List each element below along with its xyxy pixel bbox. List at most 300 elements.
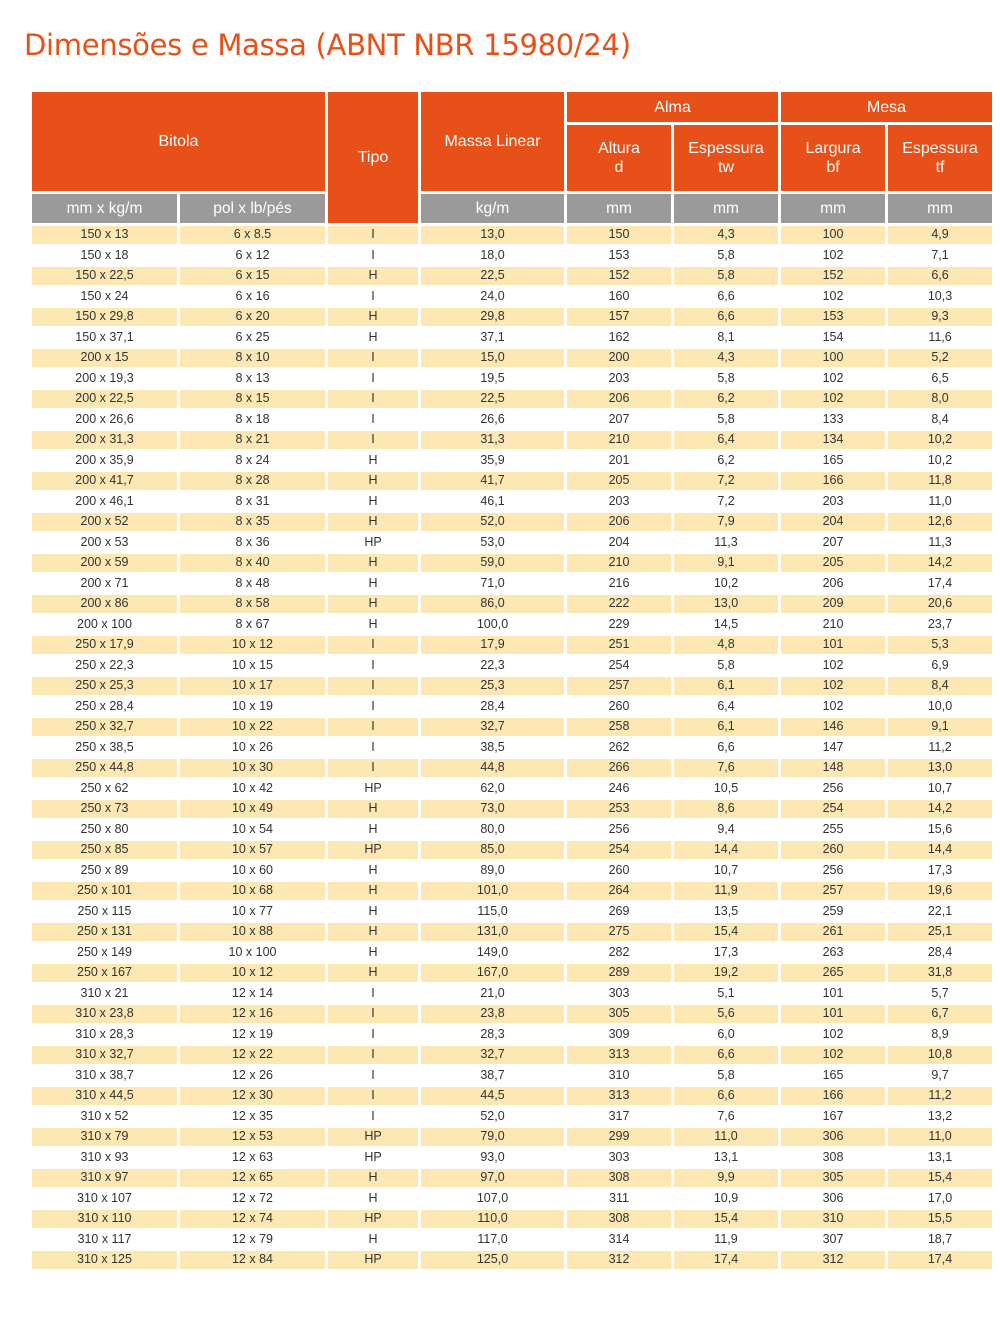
cell-espessura-mesa: 17,4 xyxy=(888,1251,992,1269)
table-row xyxy=(32,923,992,941)
table-row xyxy=(32,1251,992,1269)
cell-massa: 110,0 xyxy=(421,1210,564,1228)
cell-bitola-mm: 200 x 71 xyxy=(32,575,177,593)
cell-tipo: I xyxy=(328,677,418,695)
cell-altura: 254 xyxy=(567,657,671,675)
cell-espessura-alma: 7,6 xyxy=(674,1108,778,1126)
cell-bitola-mm: 200 x 35,9 xyxy=(32,452,177,470)
cell-bitola-mm: 310 x 44,5 xyxy=(32,1087,177,1105)
cell-espessura-alma: 7,2 xyxy=(674,472,778,490)
cell-largura: 265 xyxy=(781,964,885,982)
table-row xyxy=(32,390,992,408)
cell-bitola-mm: 200 x 52 xyxy=(32,513,177,531)
cell-bitola-mm: 150 x 24 xyxy=(32,288,177,306)
cell-espessura-mesa: 22,1 xyxy=(888,903,992,921)
header-alma: Alma xyxy=(567,92,778,122)
cell-tipo: H xyxy=(328,903,418,921)
cell-altura: 205 xyxy=(567,472,671,490)
cell-espessura-alma: 13,0 xyxy=(674,595,778,613)
table-row xyxy=(32,513,992,531)
cell-bitola-mm: 200 x 31,3 xyxy=(32,431,177,449)
cell-espessura-alma: 5,1 xyxy=(674,985,778,1003)
cell-bitola-mm: 150 x 37,1 xyxy=(32,329,177,347)
cell-bitola-pol: 10 x 60 xyxy=(180,862,325,880)
table-row xyxy=(32,1005,992,1023)
cell-largura: 102 xyxy=(781,370,885,388)
cell-bitola-mm: 310 x 110 xyxy=(32,1210,177,1228)
cell-altura: 206 xyxy=(567,513,671,531)
cell-espessura-alma: 5,8 xyxy=(674,267,778,285)
cell-tipo: H xyxy=(328,472,418,490)
table-row xyxy=(32,1067,992,1085)
cell-espessura-alma: 8,1 xyxy=(674,329,778,347)
cell-tipo: H xyxy=(328,452,418,470)
table-row xyxy=(32,698,992,716)
unit-bitola-si: mm x kg/m xyxy=(32,194,177,223)
cell-tipo: I xyxy=(328,390,418,408)
cell-bitola-pol: 12 x 84 xyxy=(180,1251,325,1269)
cell-largura: 312 xyxy=(781,1251,885,1269)
cell-espessura-alma: 5,8 xyxy=(674,247,778,265)
cell-massa: 38,5 xyxy=(421,739,564,757)
cell-bitola-mm: 310 x 38,7 xyxy=(32,1067,177,1085)
table-row xyxy=(32,1231,992,1249)
cell-tipo: I xyxy=(328,657,418,675)
cell-espessura-alma: 7,6 xyxy=(674,759,778,777)
cell-massa: 79,0 xyxy=(421,1128,564,1146)
cell-tipo: H xyxy=(328,1190,418,1208)
cell-largura: 204 xyxy=(781,513,885,531)
cell-altura: 222 xyxy=(567,595,671,613)
cell-espessura-alma: 10,9 xyxy=(674,1190,778,1208)
cell-massa: 71,0 xyxy=(421,575,564,593)
cell-bitola-pol: 10 x 49 xyxy=(180,800,325,818)
cell-espessura-mesa: 6,7 xyxy=(888,1005,992,1023)
cell-largura: 166 xyxy=(781,472,885,490)
cell-espessura-alma: 15,4 xyxy=(674,923,778,941)
cell-bitola-pol: 10 x 30 xyxy=(180,759,325,777)
cell-massa: 13,0 xyxy=(421,226,564,244)
cell-massa: 31,3 xyxy=(421,431,564,449)
cell-espessura-alma: 6,4 xyxy=(674,431,778,449)
cell-altura: 157 xyxy=(567,308,671,326)
table-row xyxy=(32,247,992,265)
cell-bitola-pol: 8 x 28 xyxy=(180,472,325,490)
cell-tipo: H xyxy=(328,944,418,962)
cell-tipo: H xyxy=(328,1231,418,1249)
cell-altura: 160 xyxy=(567,288,671,306)
cell-espessura-mesa: 12,6 xyxy=(888,513,992,531)
cell-massa: 53,0 xyxy=(421,534,564,552)
header-tipo: Tipo xyxy=(328,92,418,223)
cell-altura: 282 xyxy=(567,944,671,962)
cell-espessura-alma: 15,4 xyxy=(674,1210,778,1228)
cell-altura: 313 xyxy=(567,1087,671,1105)
cell-bitola-mm: 310 x 93 xyxy=(32,1149,177,1167)
cell-bitola-pol: 8 x 18 xyxy=(180,411,325,429)
cell-altura: 152 xyxy=(567,267,671,285)
cell-bitola-mm: 200 x 15 xyxy=(32,349,177,367)
cell-espessura-mesa: 9,7 xyxy=(888,1067,992,1085)
cell-massa: 25,3 xyxy=(421,677,564,695)
table-row xyxy=(32,452,992,470)
cell-massa: 97,0 xyxy=(421,1169,564,1187)
cell-tipo: H xyxy=(328,575,418,593)
cell-massa: 22,3 xyxy=(421,657,564,675)
cell-bitola-mm: 250 x 17,9 xyxy=(32,636,177,654)
cell-altura: 309 xyxy=(567,1026,671,1044)
cell-bitola-pol: 12 x 65 xyxy=(180,1169,325,1187)
cell-bitola-pol: 10 x 22 xyxy=(180,718,325,736)
cell-espessura-alma: 6,6 xyxy=(674,288,778,306)
table-row xyxy=(32,780,992,798)
cell-bitola-mm: 200 x 46,1 xyxy=(32,493,177,511)
cell-massa: 107,0 xyxy=(421,1190,564,1208)
cell-massa: 18,0 xyxy=(421,247,564,265)
header-espessura-mesa: Espessura tf xyxy=(888,125,992,191)
cell-bitola-pol: 10 x 54 xyxy=(180,821,325,839)
cell-largura: 146 xyxy=(781,718,885,736)
dimensions-table xyxy=(29,89,995,1272)
cell-espessura-mesa: 10,8 xyxy=(888,1046,992,1064)
cell-altura: 299 xyxy=(567,1128,671,1146)
cell-espessura-mesa: 6,6 xyxy=(888,267,992,285)
cell-bitola-mm: 250 x 22,3 xyxy=(32,657,177,675)
cell-largura: 102 xyxy=(781,698,885,716)
cell-altura: 229 xyxy=(567,616,671,634)
cell-largura: 102 xyxy=(781,1046,885,1064)
cell-espessura-alma: 13,5 xyxy=(674,903,778,921)
cell-bitola-mm: 200 x 41,7 xyxy=(32,472,177,490)
cell-bitola-mm: 250 x 89 xyxy=(32,862,177,880)
cell-tipo: I xyxy=(328,698,418,716)
table-row xyxy=(32,370,992,388)
cell-espessura-alma: 4,3 xyxy=(674,226,778,244)
cell-largura: 101 xyxy=(781,1005,885,1023)
cell-massa: 52,0 xyxy=(421,513,564,531)
cell-tipo: I xyxy=(328,247,418,265)
cell-tipo: I xyxy=(328,1005,418,1023)
cell-espessura-alma: 17,4 xyxy=(674,1251,778,1269)
cell-altura: 203 xyxy=(567,370,671,388)
cell-espessura-mesa: 13,0 xyxy=(888,759,992,777)
cell-altura: 210 xyxy=(567,431,671,449)
cell-altura: 200 xyxy=(567,349,671,367)
table-row xyxy=(32,493,992,511)
cell-bitola-pol: 10 x 19 xyxy=(180,698,325,716)
cell-espessura-mesa: 4,9 xyxy=(888,226,992,244)
cell-massa: 37,1 xyxy=(421,329,564,347)
cell-largura: 147 xyxy=(781,739,885,757)
cell-espessura-mesa: 11,0 xyxy=(888,1128,992,1146)
table-row xyxy=(32,964,992,982)
cell-bitola-pol: 6 x 20 xyxy=(180,308,325,326)
cell-bitola-mm: 200 x 100 xyxy=(32,616,177,634)
cell-largura: 152 xyxy=(781,267,885,285)
table-row xyxy=(32,472,992,490)
cell-espessura-mesa: 17,3 xyxy=(888,862,992,880)
cell-largura: 308 xyxy=(781,1149,885,1167)
table-row xyxy=(32,1149,992,1167)
cell-massa: 46,1 xyxy=(421,493,564,511)
cell-massa: 44,8 xyxy=(421,759,564,777)
cell-bitola-pol: 12 x 14 xyxy=(180,985,325,1003)
unit-massa: kg/m xyxy=(421,194,564,223)
cell-espessura-alma: 9,9 xyxy=(674,1169,778,1187)
cell-massa: 131,0 xyxy=(421,923,564,941)
cell-tipo: I xyxy=(328,370,418,388)
cell-largura: 256 xyxy=(781,862,885,880)
table-row xyxy=(32,657,992,675)
cell-bitola-mm: 250 x 73 xyxy=(32,800,177,818)
cell-espessura-mesa: 15,6 xyxy=(888,821,992,839)
cell-espessura-mesa: 11,2 xyxy=(888,1087,992,1105)
cell-largura: 307 xyxy=(781,1231,885,1249)
cell-bitola-pol: 8 x 35 xyxy=(180,513,325,531)
cell-espessura-alma: 6,6 xyxy=(674,308,778,326)
cell-largura: 210 xyxy=(781,616,885,634)
cell-largura: 100 xyxy=(781,226,885,244)
table-row xyxy=(32,431,992,449)
cell-largura: 102 xyxy=(781,390,885,408)
table-row xyxy=(32,903,992,921)
cell-espessura-mesa: 9,3 xyxy=(888,308,992,326)
cell-altura: 308 xyxy=(567,1169,671,1187)
cell-espessura-mesa: 8,9 xyxy=(888,1026,992,1044)
cell-largura: 102 xyxy=(781,247,885,265)
cell-massa: 115,0 xyxy=(421,903,564,921)
cell-massa: 125,0 xyxy=(421,1251,564,1269)
cell-espessura-alma: 17,3 xyxy=(674,944,778,962)
cell-largura: 165 xyxy=(781,452,885,470)
cell-altura: 264 xyxy=(567,882,671,900)
cell-bitola-pol: 12 x 72 xyxy=(180,1190,325,1208)
cell-bitola-mm: 310 x 23,8 xyxy=(32,1005,177,1023)
cell-tipo: I xyxy=(328,226,418,244)
unit-bitola-imperial: pol x lb/pés xyxy=(180,194,325,223)
table-row xyxy=(32,821,992,839)
cell-espessura-mesa: 13,2 xyxy=(888,1108,992,1126)
cell-tipo: HP xyxy=(328,534,418,552)
cell-bitola-pol: 8 x 36 xyxy=(180,534,325,552)
cell-massa: 85,0 xyxy=(421,841,564,859)
cell-espessura-alma: 11,9 xyxy=(674,1231,778,1249)
cell-espessura-alma: 14,5 xyxy=(674,616,778,634)
cell-bitola-pol: 10 x 68 xyxy=(180,882,325,900)
cell-espessura-mesa: 10,3 xyxy=(888,288,992,306)
cell-tipo: H xyxy=(328,964,418,982)
cell-massa: 17,9 xyxy=(421,636,564,654)
table-row xyxy=(32,759,992,777)
cell-altura: 289 xyxy=(567,964,671,982)
cell-bitola-pol: 12 x 16 xyxy=(180,1005,325,1023)
cell-bitola-mm: 310 x 117 xyxy=(32,1231,177,1249)
cell-espessura-alma: 8,6 xyxy=(674,800,778,818)
cell-espessura-mesa: 14,4 xyxy=(888,841,992,859)
unit-espessura-alma: mm xyxy=(674,194,778,223)
table-header xyxy=(32,92,992,223)
cell-massa: 101,0 xyxy=(421,882,564,900)
table-row xyxy=(32,800,992,818)
cell-largura: 260 xyxy=(781,841,885,859)
table-row xyxy=(32,677,992,695)
cell-espessura-mesa: 23,7 xyxy=(888,616,992,634)
cell-largura: 257 xyxy=(781,882,885,900)
cell-tipo: I xyxy=(328,411,418,429)
cell-espessura-mesa: 10,7 xyxy=(888,780,992,798)
cell-largura: 306 xyxy=(781,1128,885,1146)
cell-tipo: I xyxy=(328,759,418,777)
cell-tipo: H xyxy=(328,267,418,285)
cell-altura: 207 xyxy=(567,411,671,429)
cell-espessura-mesa: 17,0 xyxy=(888,1190,992,1208)
cell-bitola-pol: 8 x 24 xyxy=(180,452,325,470)
cell-altura: 303 xyxy=(567,1149,671,1167)
cell-espessura-alma: 6,6 xyxy=(674,1087,778,1105)
cell-massa: 29,8 xyxy=(421,308,564,326)
cell-altura: 254 xyxy=(567,841,671,859)
table-row xyxy=(32,575,992,593)
cell-bitola-mm: 200 x 59 xyxy=(32,554,177,572)
cell-bitola-pol: 8 x 13 xyxy=(180,370,325,388)
cell-massa: 21,0 xyxy=(421,985,564,1003)
cell-altura: 275 xyxy=(567,923,671,941)
cell-bitola-mm: 250 x 167 xyxy=(32,964,177,982)
cell-bitola-pol: 10 x 17 xyxy=(180,677,325,695)
cell-espessura-alma: 5,8 xyxy=(674,657,778,675)
cell-altura: 260 xyxy=(567,862,671,880)
cell-bitola-pol: 12 x 19 xyxy=(180,1026,325,1044)
cell-espessura-mesa: 10,0 xyxy=(888,698,992,716)
header-massa-linear: Massa Linear xyxy=(421,92,564,191)
cell-bitola-mm: 250 x 44,8 xyxy=(32,759,177,777)
cell-espessura-mesa: 15,5 xyxy=(888,1210,992,1228)
cell-tipo: H xyxy=(328,308,418,326)
cell-bitola-pol: 8 x 15 xyxy=(180,390,325,408)
cell-largura: 102 xyxy=(781,1026,885,1044)
header-altura: Altura d xyxy=(567,125,671,191)
cell-espessura-mesa: 5,7 xyxy=(888,985,992,1003)
cell-espessura-alma: 14,4 xyxy=(674,841,778,859)
cell-bitola-pol: 6 x 12 xyxy=(180,247,325,265)
cell-espessura-alma: 6,2 xyxy=(674,452,778,470)
cell-bitola-mm: 310 x 107 xyxy=(32,1190,177,1208)
cell-bitola-mm: 250 x 149 xyxy=(32,944,177,962)
unit-altura: mm xyxy=(567,194,671,223)
cell-espessura-mesa: 17,4 xyxy=(888,575,992,593)
cell-tipo: H xyxy=(328,1169,418,1187)
cell-espessura-mesa: 11,6 xyxy=(888,329,992,347)
cell-tipo: H xyxy=(328,862,418,880)
cell-espessura-alma: 4,8 xyxy=(674,636,778,654)
cell-largura: 263 xyxy=(781,944,885,962)
cell-altura: 303 xyxy=(567,985,671,1003)
cell-espessura-mesa: 15,4 xyxy=(888,1169,992,1187)
cell-bitola-mm: 310 x 125 xyxy=(32,1251,177,1269)
cell-massa: 44,5 xyxy=(421,1087,564,1105)
cell-espessura-alma: 9,4 xyxy=(674,821,778,839)
cell-bitola-mm: 310 x 79 xyxy=(32,1128,177,1146)
cell-espessura-mesa: 10,2 xyxy=(888,452,992,470)
cell-tipo: HP xyxy=(328,1128,418,1146)
cell-tipo: HP xyxy=(328,1251,418,1269)
cell-espessura-mesa: 14,2 xyxy=(888,554,992,572)
cell-espessura-mesa: 28,4 xyxy=(888,944,992,962)
cell-espessura-alma: 5,8 xyxy=(674,411,778,429)
cell-largura: 102 xyxy=(781,288,885,306)
cell-tipo: I xyxy=(328,1026,418,1044)
cell-bitola-pol: 6 x 16 xyxy=(180,288,325,306)
cell-espessura-alma: 10,7 xyxy=(674,862,778,880)
cell-bitola-pol: 10 x 26 xyxy=(180,739,325,757)
cell-bitola-mm: 200 x 86 xyxy=(32,595,177,613)
cell-bitola-mm: 250 x 131 xyxy=(32,923,177,941)
cell-espessura-alma: 4,3 xyxy=(674,349,778,367)
cell-altura: 203 xyxy=(567,493,671,511)
cell-bitola-mm: 200 x 53 xyxy=(32,534,177,552)
cell-bitola-mm: 200 x 26,6 xyxy=(32,411,177,429)
cell-tipo: HP xyxy=(328,1210,418,1228)
cell-altura: 312 xyxy=(567,1251,671,1269)
cell-largura: 209 xyxy=(781,595,885,613)
table-row xyxy=(32,308,992,326)
cell-bitola-mm: 250 x 115 xyxy=(32,903,177,921)
table-body xyxy=(32,226,992,1269)
cell-massa: 15,0 xyxy=(421,349,564,367)
cell-bitola-pol: 8 x 67 xyxy=(180,616,325,634)
cell-bitola-mm: 250 x 32,7 xyxy=(32,718,177,736)
cell-bitola-mm: 250 x 38,5 xyxy=(32,739,177,757)
table-row xyxy=(32,329,992,347)
cell-tipo: H xyxy=(328,800,418,818)
cell-tipo: I xyxy=(328,985,418,1003)
page-title: Dimensões e Massa (ABNT NBR 15980/24) xyxy=(24,28,631,62)
table-row xyxy=(32,636,992,654)
cell-espessura-alma: 6,2 xyxy=(674,390,778,408)
cell-altura: 317 xyxy=(567,1108,671,1126)
cell-espessura-mesa: 8,0 xyxy=(888,390,992,408)
table-row xyxy=(32,841,992,859)
cell-espessura-mesa: 10,2 xyxy=(888,431,992,449)
cell-largura: 261 xyxy=(781,923,885,941)
cell-massa: 19,5 xyxy=(421,370,564,388)
cell-altura: 262 xyxy=(567,739,671,757)
cell-largura: 148 xyxy=(781,759,885,777)
cell-largura: 102 xyxy=(781,657,885,675)
cell-altura: 253 xyxy=(567,800,671,818)
cell-espessura-alma: 6,6 xyxy=(674,739,778,757)
table-row xyxy=(32,985,992,1003)
cell-massa: 32,7 xyxy=(421,718,564,736)
cell-bitola-pol: 12 x 79 xyxy=(180,1231,325,1249)
cell-espessura-alma: 5,8 xyxy=(674,1067,778,1085)
cell-massa: 22,5 xyxy=(421,390,564,408)
table-row xyxy=(32,718,992,736)
cell-massa: 28,3 xyxy=(421,1026,564,1044)
cell-espessura-mesa: 6,9 xyxy=(888,657,992,675)
cell-largura: 165 xyxy=(781,1067,885,1085)
cell-espessura-alma: 10,2 xyxy=(674,575,778,593)
cell-largura: 310 xyxy=(781,1210,885,1228)
cell-bitola-mm: 150 x 29,8 xyxy=(32,308,177,326)
cell-espessura-mesa: 7,1 xyxy=(888,247,992,265)
cell-altura: 257 xyxy=(567,677,671,695)
cell-bitola-pol: 8 x 48 xyxy=(180,575,325,593)
cell-largura: 203 xyxy=(781,493,885,511)
cell-bitola-mm: 200 x 19,3 xyxy=(32,370,177,388)
cell-massa: 35,9 xyxy=(421,452,564,470)
cell-massa: 117,0 xyxy=(421,1231,564,1249)
